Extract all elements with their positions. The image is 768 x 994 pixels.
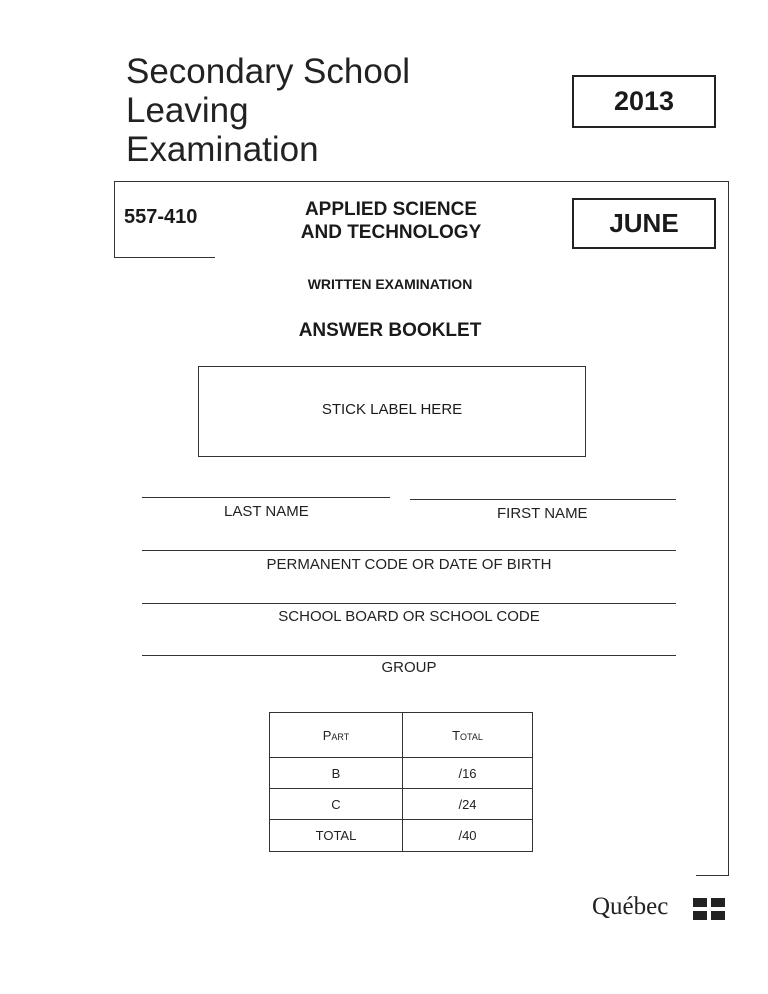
exam-type: WRITTEN EXAMINATION	[307, 276, 473, 292]
course-name-line-2: AND TECHNOLOGY	[300, 222, 482, 243]
school-label: SCHOOL BOARD OR SCHOOL CODE	[278, 608, 540, 625]
session-box: JUNE	[572, 198, 716, 249]
booklet-title: ANSWER BOOKLET	[298, 320, 482, 341]
frame-right-line	[728, 181, 729, 876]
row-part-c: C	[270, 789, 403, 820]
table-row	[270, 789, 533, 820]
score-table-header	[270, 713, 533, 758]
table-row	[270, 758, 533, 789]
frame-top-line	[114, 181, 729, 182]
quebec-wordmark: Québec	[592, 893, 669, 920]
label-box	[198, 366, 586, 457]
group-label: GROUP	[381, 659, 437, 676]
permanent-code-line[interactable]	[142, 550, 676, 551]
school-line[interactable]	[142, 603, 676, 604]
year-box: 2013	[572, 75, 716, 128]
quebec-flag-icon	[693, 898, 725, 920]
last-name-line[interactable]	[142, 497, 390, 498]
row-total-b[interactable]: /16	[403, 758, 533, 789]
title-line-1: Secondary School	[126, 52, 411, 91]
header-total: Total	[403, 713, 533, 758]
table-row	[270, 820, 533, 852]
group-line[interactable]	[142, 655, 676, 656]
row-part-total: TOTAL	[270, 820, 403, 852]
first-name-line[interactable]	[410, 499, 676, 500]
score-table	[269, 712, 533, 852]
permanent-code-label: PERMANENT CODE OR DATE OF BIRTH	[266, 556, 552, 573]
frame-bottom-stub	[696, 875, 729, 876]
course-code: 557-410	[124, 206, 198, 228]
header-part: Part	[270, 713, 403, 758]
label-box-text: STICK LABEL HERE	[321, 401, 463, 418]
frame-left-line	[114, 181, 115, 258]
title-line-3: Examination	[126, 130, 319, 169]
first-name-label: FIRST NAME	[497, 505, 588, 522]
row-total-total[interactable]: /40	[403, 820, 533, 852]
last-name-label: LAST NAME	[224, 503, 309, 520]
title-line-2: Leaving	[126, 91, 249, 130]
row-part-b: B	[270, 758, 403, 789]
course-name-line-1: APPLIED SCIENCE	[304, 199, 478, 220]
frame-left-stub	[114, 257, 215, 258]
course-name	[262, 198, 520, 244]
row-total-c[interactable]: /24	[403, 789, 533, 820]
